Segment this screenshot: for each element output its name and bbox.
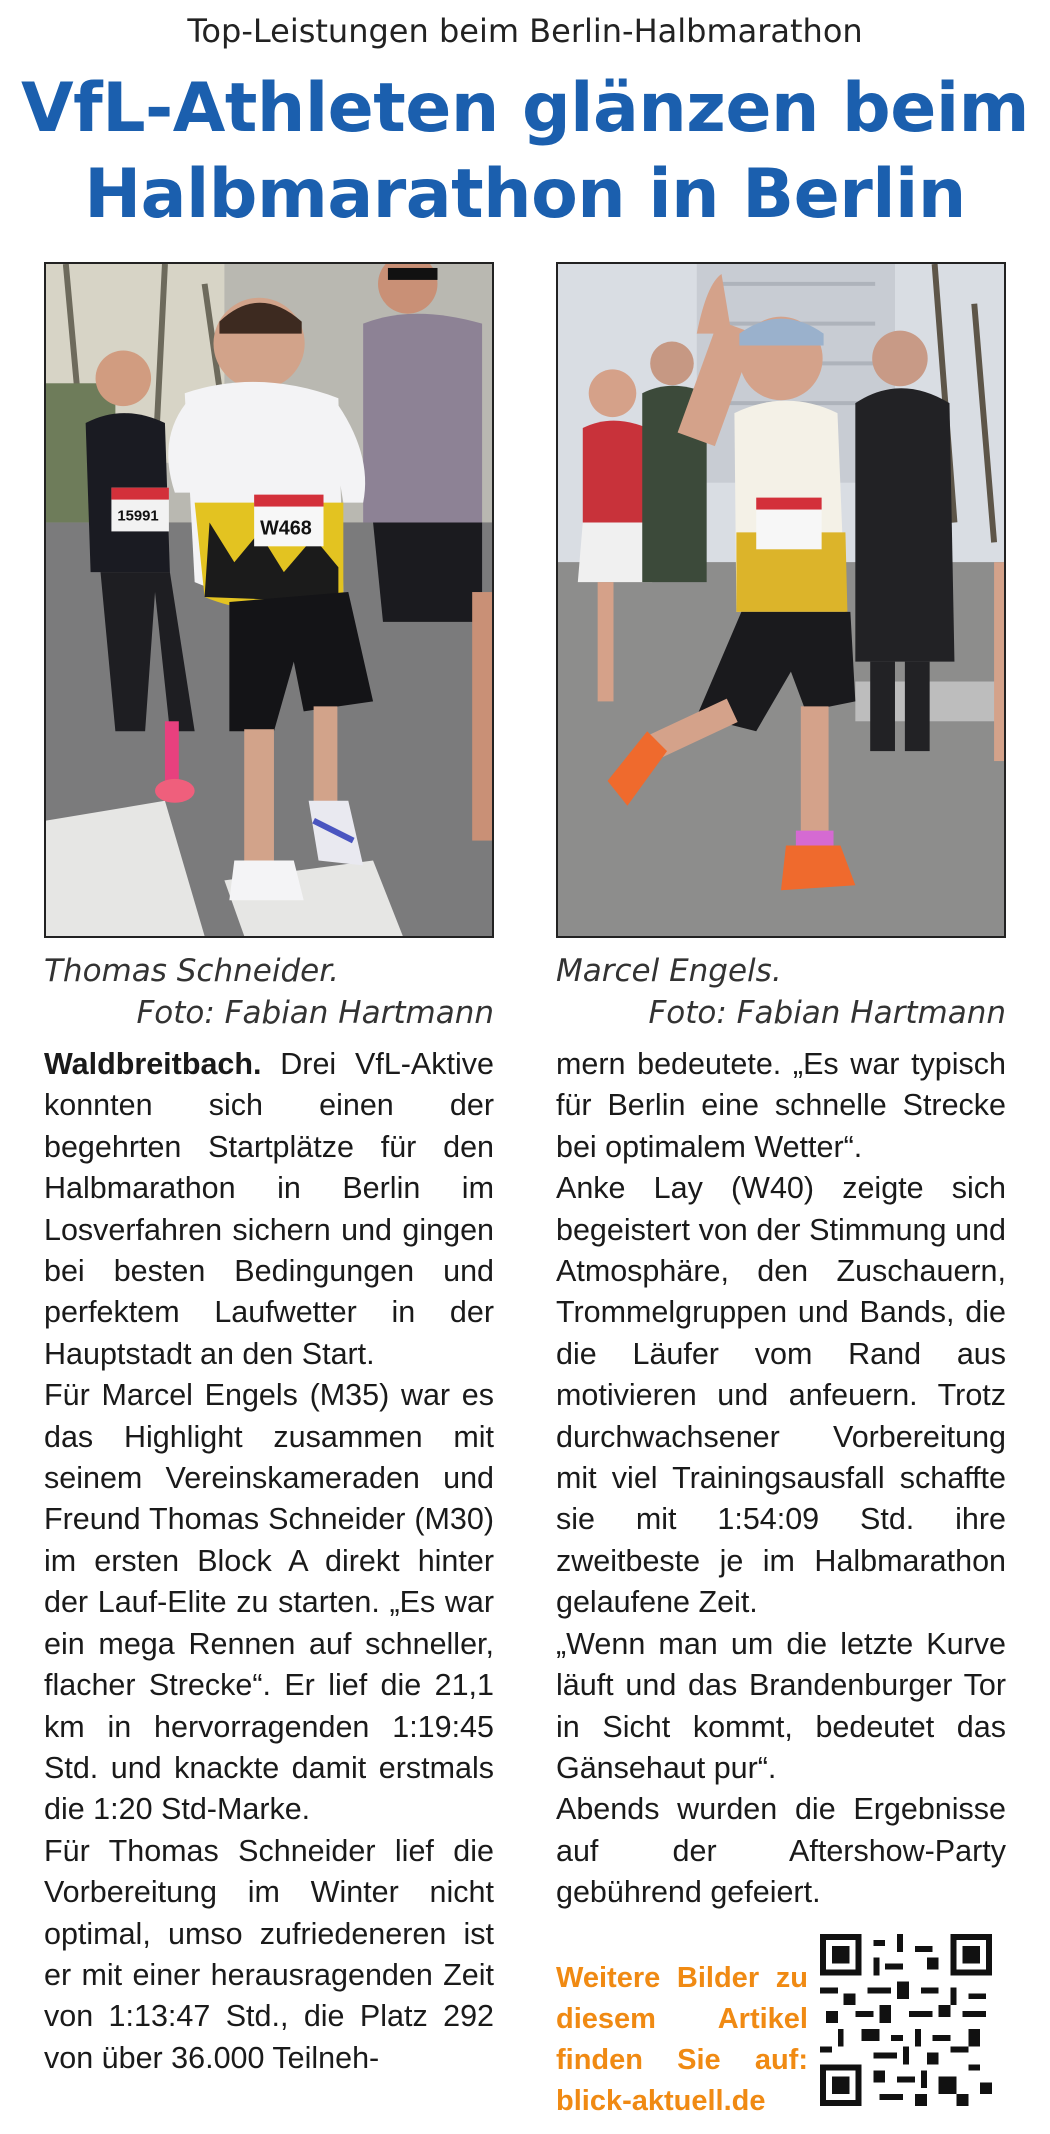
photo-caption-left bbox=[44, 950, 494, 1034]
paragraph-1 bbox=[44, 1044, 494, 1375]
paragraph-6: „Wenn man um die letzte Kurve läuft und das Brandenburger Tor in Sicht kommt, bedeutet das Gänsehaut pur“. bbox=[556, 1626, 1006, 1785]
article-column-left bbox=[44, 1044, 494, 2079]
dateline: Waldbreitbach. bbox=[44, 1047, 262, 1081]
caption-name-right: Marcel Engels. bbox=[556, 953, 782, 989]
bib-number-front: W468 bbox=[260, 517, 312, 540]
photo-caption-right bbox=[556, 950, 1006, 1034]
article-headline: VfL-Athleten glänzen beim Halbmarathon in Berlin bbox=[21, 69, 1029, 234]
article-column-right bbox=[556, 1044, 1006, 1914]
qr-code-icon bbox=[820, 1934, 992, 2106]
qr-code[interactable] bbox=[820, 1934, 992, 2106]
photo-credit-right: Foto: Fabian Hartmann bbox=[648, 995, 1006, 1031]
paragraph-7: Abends wurden die Ergebnisse auf der Aftershow-Party gebührend gefeiert. bbox=[556, 1792, 1006, 1910]
paragraph-5: Anke Lay (W40) zeigte sich begeistert von der Stimmung und Atmosphäre, den Zuschauern, Trommelgruppen und Bands, die die Läufer vom Rand aus motivieren und anfeuern. Trotz durchwachsener Vorbereitung mit viel Trainingsausfall schaffte sie mit 1:54:09 Std. ihre zweitbeste je im Halbmarathon gelaufene Zeit. bbox=[556, 1171, 1006, 1620]
article-kicker: Top-Leistungen beim Berlin-Halbmarathon bbox=[187, 12, 863, 50]
paragraph-1-text: Drei VfL-Aktive konnten sich einen der begehrten Startplätze für den Halbmarathon in Berlin im Losverfahren sichern und gingen bei besten Bedingungen und perfektem Laufwetter in der Hauptstadt an den Start. bbox=[44, 1047, 494, 1371]
photo-credit-left: Foto: Fabian Hartmann bbox=[136, 995, 494, 1031]
photo-thomas-schneider bbox=[44, 262, 494, 938]
paragraph-4: mern bedeutete. „Es war typisch für Berlin eine schnelle Strecke bei optimalem Wetter“. bbox=[556, 1047, 1006, 1164]
runner-photo-right bbox=[558, 264, 1004, 936]
more-photos-promo: Weitere Bilder zu diesem Artikel finden Sie auf: blick-aktuell.de bbox=[556, 1962, 808, 2117]
runners-photo-left bbox=[46, 264, 492, 936]
paragraph-3: Für Thomas Schneider lief die Vorbereitung im Winter nicht optimal, umso zufriedeneren ist er mit einer herausragenden Zeit von 1:13:47 Std., die Platz 292 von über 36.000 Teilneh- bbox=[44, 1833, 494, 2075]
caption-name-left: Thomas Schneider. bbox=[44, 953, 339, 989]
paragraph-2: Für Marcel Engels (M35) war es das Highlight zusammen mit seinem Vereinskameraden und Freund Thomas Schneider (M30) im ersten Block A direkt hinter der Lauf-Elite zu starten. „Es war ein mega Rennen auf schneller, flacher Strecke“. Er lief die 21,1 km in hervorragenden 1:19:45 Std. und knackte damit erstmals die 1:20 Std-Marke. bbox=[44, 1378, 494, 1827]
bib-number-back: 15991 bbox=[117, 508, 159, 525]
photo-marcel-engels bbox=[556, 262, 1006, 938]
